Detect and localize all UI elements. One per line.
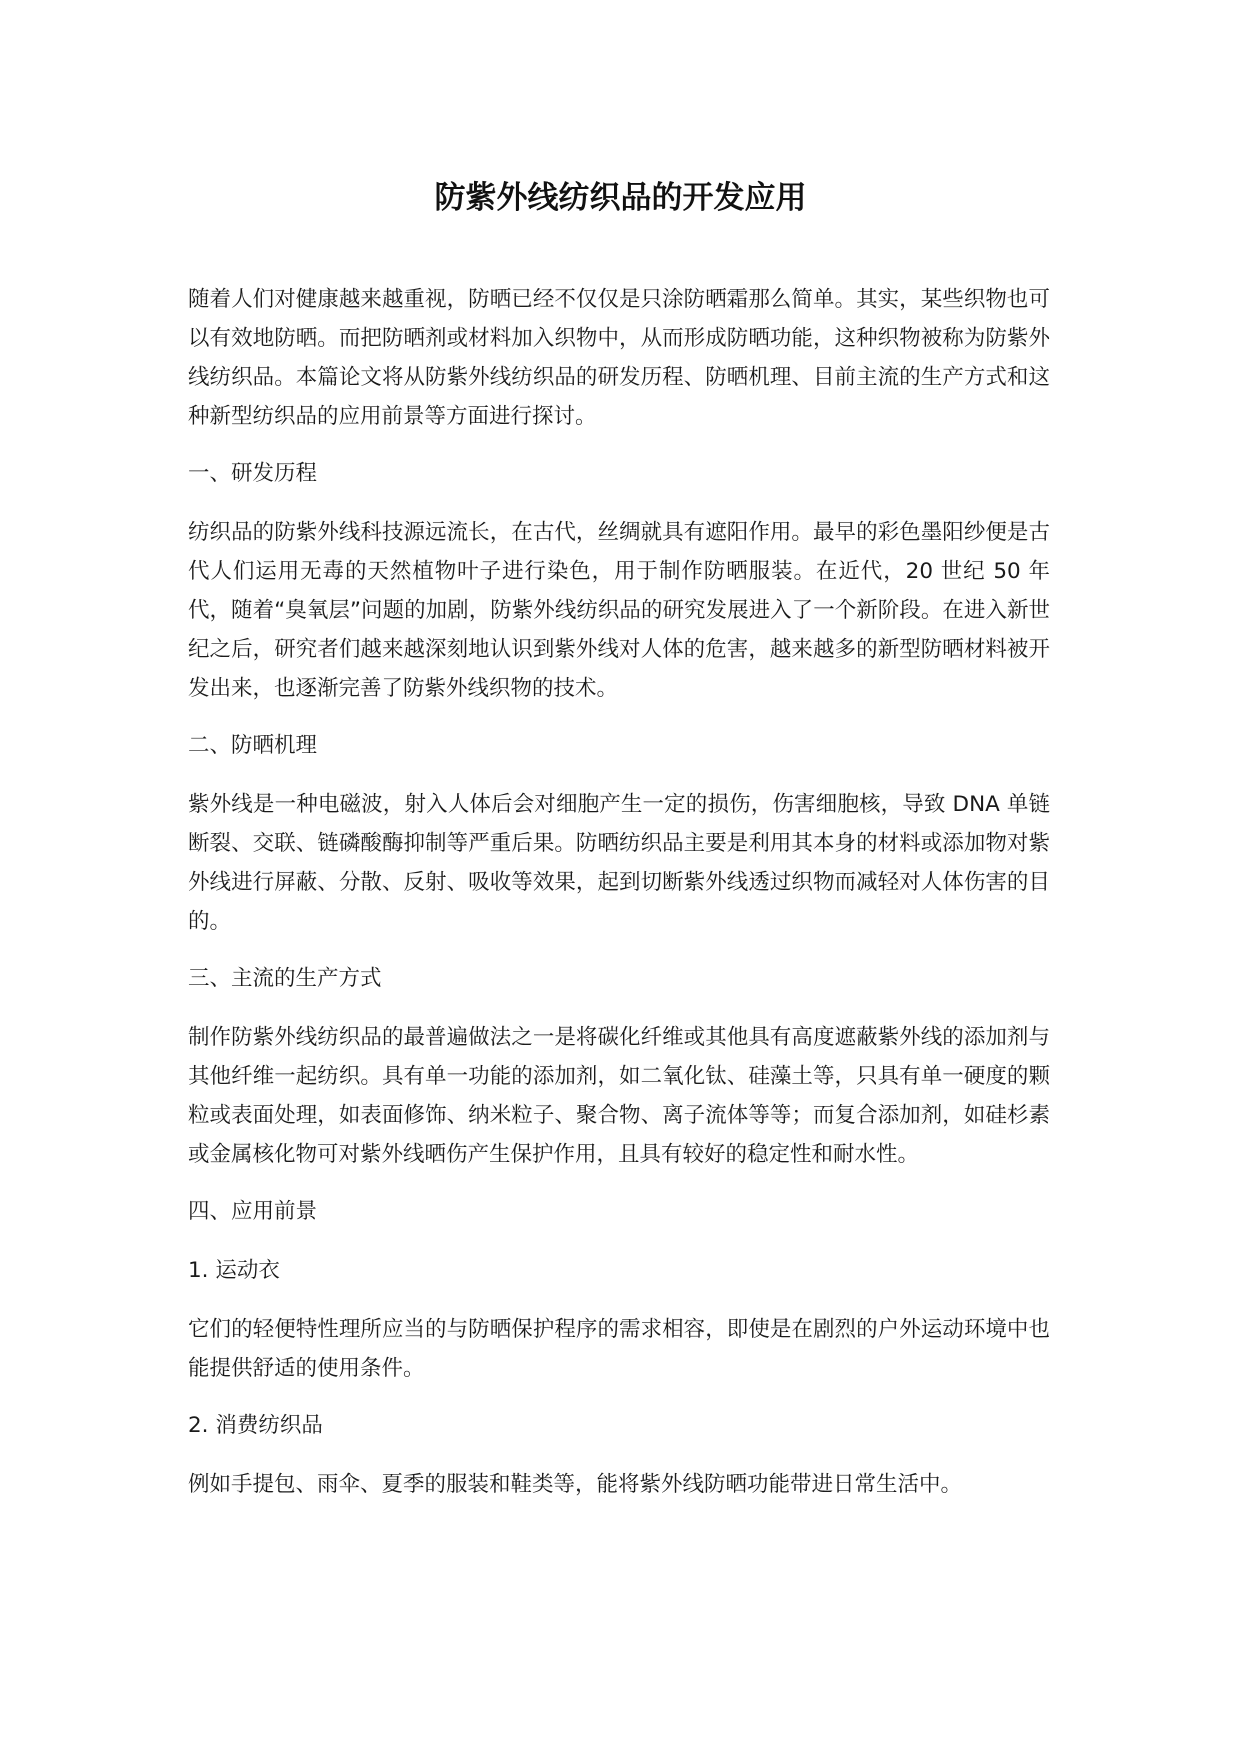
- subheading-sportswear: 1. 运动衣: [188, 1258, 280, 1283]
- document-body: [188, 280, 1050, 1522]
- section-heading-production: 三、主流的生产方式: [188, 966, 382, 991]
- intro-paragraph: 随着人们对健康越来越重视，防晒已经不仅仅是只涂防晒霜那么简单。其实，某些织物也可以有效地防晒。而把防晒剂或材料加入织物中，从而形成防晒功能，这种织物被称为防紫外线纺织品。本篇论文将从防紫外线纺织品的研发历程、防晒机理、目前主流的生产方式和这种新型纺织品的应用前景等方面进行探讨。: [188, 287, 1050, 429]
- section-text-mechanism: 紫外线是一种电磁波，射入人体后会对细胞产生一定的损伤，伤害细胞核，导致 DNA 单链断裂、交联、链磷酸酶抑制等严重后果。防晒纺织品主要是利用其本身的材料或添加物对紫外线进行屏蔽、分散、反射、吸收等效果，起到切断紫外线透过织物而减轻对人体伤害的目的。: [188, 792, 1050, 934]
- section-heading-prospects: 四、应用前景: [188, 1199, 318, 1224]
- section-heading-history: 一、研发历程: [188, 461, 318, 486]
- subheading-consumer-textiles: 2. 消费纺织品: [188, 1413, 323, 1438]
- section-text-production: 制作防紫外线纺织品的最普遍做法之一是将碳化纤维或其他具有高度遮蔽紫外线的添加剂与其他纤维一起纺织。具有单一功能的添加剂，如二氧化钛、硅藻土等，只具有单一硬度的颗粒或表面处理，如表面修饰、纳米粒子、聚合物、离子流体等等；而复合添加剂，如硅杉素或金属核化物可对紫外线晒伤产生保护作用，且具有较好的稳定性和耐水性。: [188, 1025, 1050, 1167]
- text-sportswear: 它们的轻便特性理所应当的与防晒保护程序的需求相容，即使是在剧烈的户外运动环境中也能提供舒适的使用条件。: [188, 1317, 1050, 1381]
- section-text-history: 纺织品的防紫外线科技源远流长，在古代，丝绸就具有遮阳作用。最早的彩色墨阳纱便是古代人们运用无毒的天然植物叶子进行染色，用于制作防晒服装。在近代，20 世纪 50 年代，随着“臭氧层”问题的加剧，防紫外线纺织品的研究发展进入了一个新阶段。在进入新世纪之后，研究者们越来越深刻地认识到紫外线对人体的危害，越来越多的新型防晒材料被开发出来，也逐渐完善了防紫外线织物的技术。: [188, 520, 1050, 701]
- section-heading-mechanism: 二、防晒机理: [188, 733, 318, 758]
- text-consumer-textiles: 例如手提包、雨伞、夏季的服装和鞋类等，能将紫外线防晒功能带进日常生活中。: [188, 1472, 963, 1497]
- page-title: 防紫外线纺织品的开发应用: [434, 180, 807, 216]
